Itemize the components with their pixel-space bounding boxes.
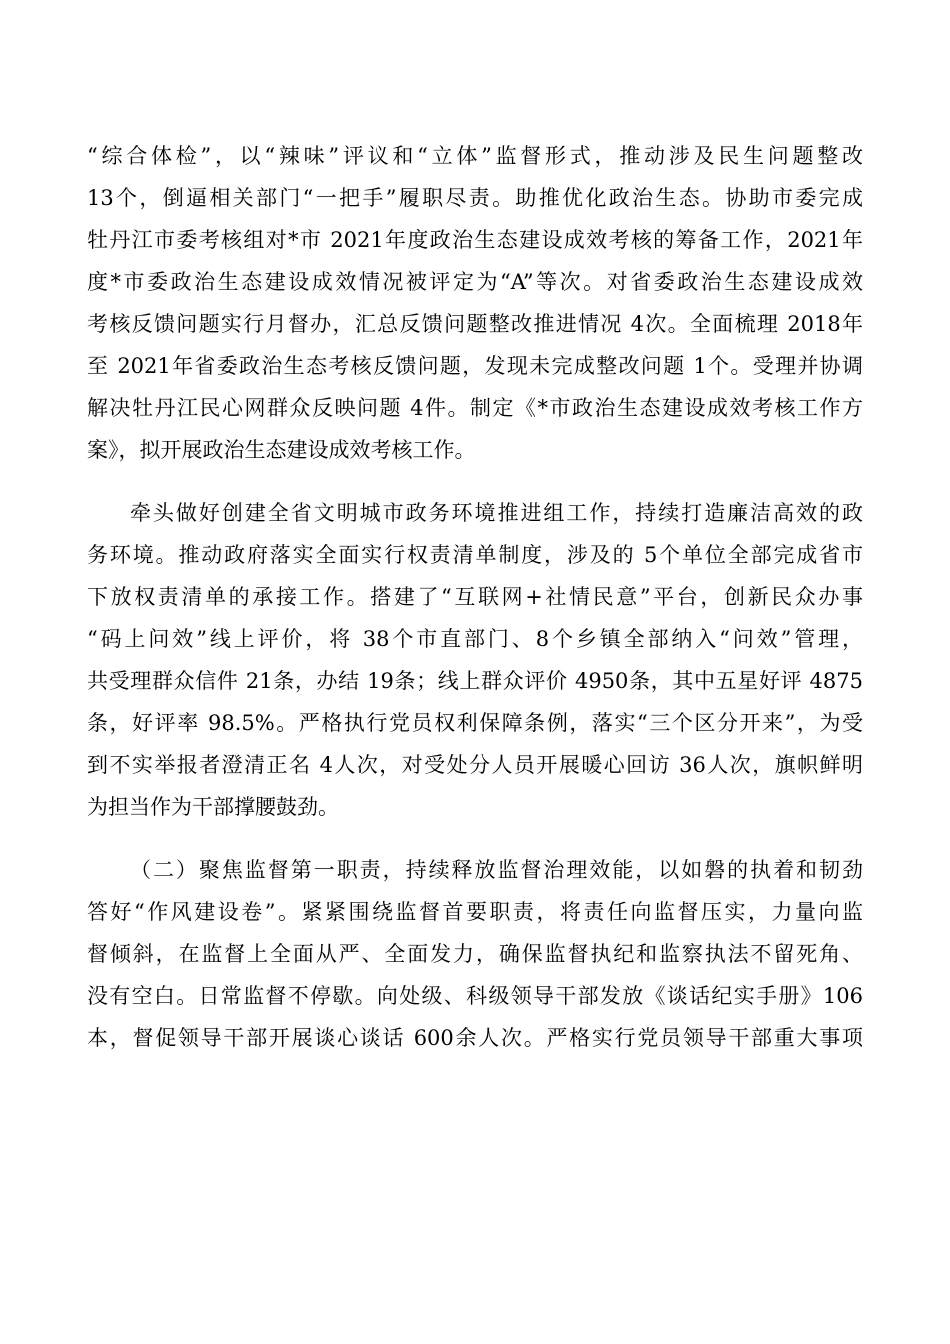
text-line-20: 没有空白。日常监督不停歇。向处级、科级领导干部发放《谈话纪实手册》106 xyxy=(87,984,863,1008)
text-line-14: 条，好评率 98.5%。严格执行党员权利保障条例，落实“三个区分开来”，为受 xyxy=(87,711,863,735)
text-line-7: 解决牡丹江民心网群众反映问题 4件。制定《*市政治生态建设成效考核工作方 xyxy=(87,396,863,420)
text-line-11: 下放权责清单的承接工作。搭建了“互联网+社情民意”平台，创新民众办事 xyxy=(87,585,863,609)
paragraph-2-first-line: 牵头做好创建全省文明城市政务环境推进组工作，持续打造廉洁高效的政 xyxy=(130,501,863,525)
text-line-3: 牡丹江市委考核组对*市 2021年度政治生态建设成效考核的筹备工作，2021年 xyxy=(87,228,863,252)
text-line-19: 督倾斜，在监督上全面从严、全面发力，确保监督执纪和监察执法不留死角、 xyxy=(87,942,863,966)
text-line-13: 共受理群众信件 21条，办结 19条；线上群众评价 4950条，其中五星好评 4875 xyxy=(87,669,863,693)
text-line-12: “码上问效”线上评价，将 38个市直部门、8个乡镇全部纳入“问效”管理， xyxy=(87,627,863,651)
text-line-16: 为担当作为干部撑腰鼓劲。 xyxy=(87,795,339,819)
text-line-15: 到不实举报者澄清正名 4人次，对受处分人员开展暖心回访 36人次，旗帜鲜明 xyxy=(87,753,863,777)
text-line-21: 本，督促领导干部开展谈心谈话 600余人次。严格实行党员领导干部重大事项 xyxy=(87,1026,863,1050)
text-line-18: 答好“作风建设卷”。紧紧围绕监督首要职责，将责任向监督压实，力量向监 xyxy=(87,900,863,924)
text-line-2: 13个，倒逼相关部门“一把手”履职尽责。助推优化政治生态。协助市委完成 xyxy=(87,186,863,210)
text-line-6: 至 2021年省委政治生态考核反馈问题，发现未完成整改问题 1个。受理并协调 xyxy=(87,354,863,378)
text-line-10: 务环境。推动政府落实全面实行权责清单制度，涉及的 5个单位全部完成省市 xyxy=(87,543,863,567)
text-line-8: 案》，拟开展政治生态建设成效考核工作。 xyxy=(87,438,476,462)
text-line-1: “综合体检”，以“辣味”评议和“立体”监督形式，推动涉及民生问题整改 xyxy=(87,144,863,168)
text-line-4: 度*市委政治生态建设成效情况被评定为“A”等次。对省委政治生态建设成效 xyxy=(87,270,863,294)
paragraph-3-first-line: （二）聚焦监督第一职责，持续释放监督治理效能，以如磐的执着和韧劲 xyxy=(130,858,863,882)
text-line-5: 考核反馈问题实行月督办，汇总反馈问题整改推进情况 4次。全面梳理 2018年 xyxy=(87,312,863,336)
